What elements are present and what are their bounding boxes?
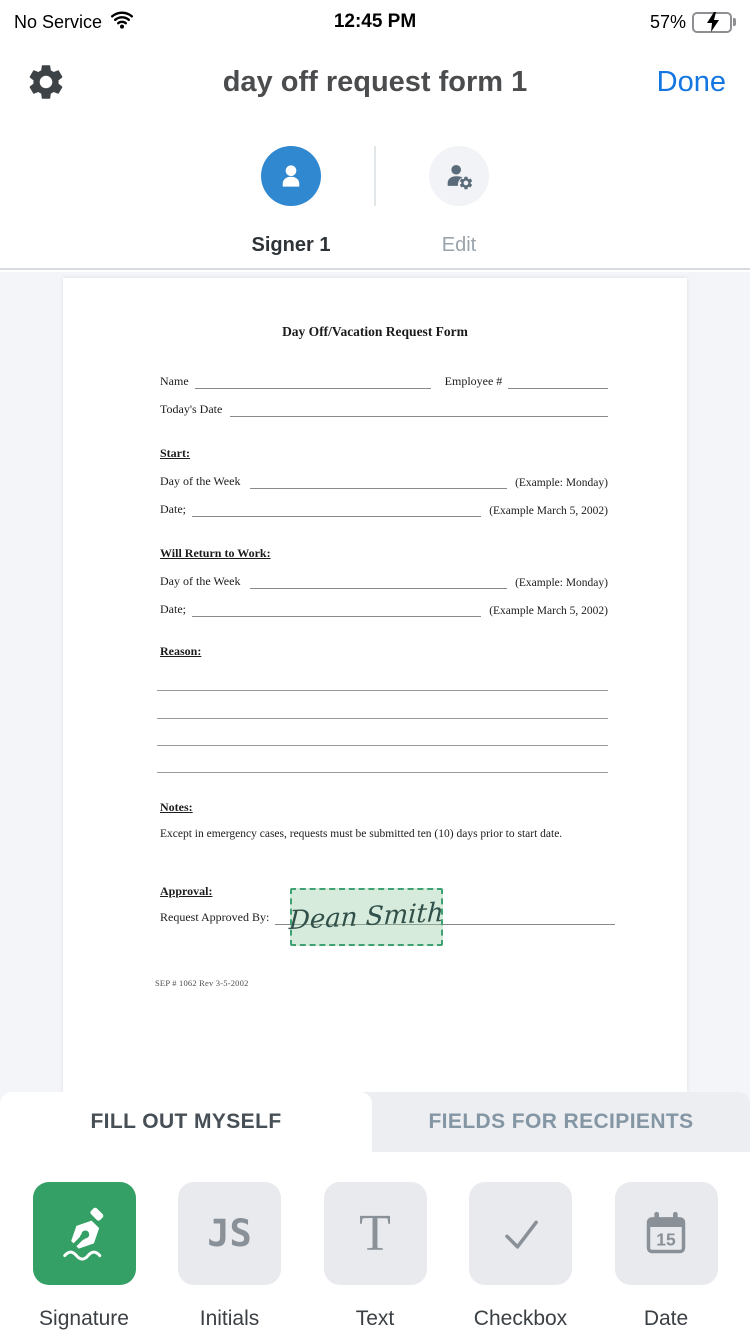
text-tool[interactable] bbox=[323, 1182, 427, 1334]
edit-label: Edit bbox=[441, 234, 477, 256]
battery-percent: 57% bbox=[649, 11, 686, 32]
document-title: Day Off/Vacation Request Form bbox=[282, 324, 468, 339]
notes-heading: Notes: bbox=[160, 800, 193, 814]
signature-tool-button[interactable] bbox=[33, 1182, 136, 1285]
signature-tool[interactable] bbox=[32, 1182, 136, 1334]
initials-tool[interactable] bbox=[178, 1182, 282, 1334]
signature-pen-icon bbox=[56, 1206, 112, 1262]
return-day-label: Day of the Week bbox=[160, 574, 241, 588]
start-date-line bbox=[192, 504, 481, 517]
person-gear-icon bbox=[442, 159, 476, 193]
text-t-glyph: T bbox=[359, 1205, 391, 1262]
notes-text: Except in emergency cases, requests must be submitted ten (10) days prior to start date. bbox=[160, 828, 563, 840]
date-tool[interactable] bbox=[614, 1182, 718, 1334]
text-tool-label: Text bbox=[355, 1307, 395, 1330]
text-tool-button[interactable] bbox=[324, 1182, 427, 1285]
return-date-line bbox=[192, 604, 481, 617]
start-day-line bbox=[250, 476, 507, 489]
signer-avatar[interactable] bbox=[261, 146, 321, 206]
signer-1-selector[interactable] bbox=[208, 120, 374, 268]
signature-tool-label: Signature bbox=[39, 1307, 129, 1330]
edit-signers-button[interactable] bbox=[376, 120, 542, 268]
tab-fields-for-recipients-label: FIELDS FOR RECIPIENTS bbox=[428, 1110, 694, 1133]
document-page[interactable] bbox=[63, 278, 687, 1092]
initials-js-glyph: JS bbox=[207, 1212, 252, 1255]
reason-line bbox=[157, 772, 608, 773]
calendar-day-number: 15 bbox=[656, 1229, 676, 1250]
initials-tool-label: Initials bbox=[199, 1307, 260, 1330]
return-date-label: Date; bbox=[160, 602, 186, 616]
calendar-icon bbox=[638, 1206, 694, 1262]
name-field-line bbox=[195, 376, 431, 389]
carrier-label: No Service bbox=[14, 11, 103, 32]
edit-avatar[interactable] bbox=[429, 146, 489, 206]
reason-line bbox=[157, 745, 608, 746]
settings-gear-icon[interactable] bbox=[24, 60, 68, 104]
document-viewport[interactable] bbox=[0, 272, 750, 1092]
start-date-example: (Example March 5, 2002) bbox=[489, 505, 608, 517]
nav-bar bbox=[0, 44, 750, 120]
checkbox-tool-button[interactable] bbox=[469, 1182, 572, 1285]
start-day-example: (Example: Monday) bbox=[515, 477, 608, 489]
approval-heading: Approval: bbox=[160, 884, 213, 898]
start-heading: Start: bbox=[160, 446, 190, 460]
tab-bar bbox=[0, 1092, 750, 1152]
field-tools-toolbar bbox=[0, 1152, 750, 1334]
date-tool-button[interactable] bbox=[615, 1182, 718, 1285]
initials-tool-button[interactable] bbox=[178, 1182, 281, 1285]
signature-field[interactable] bbox=[290, 888, 443, 946]
checkbox-tool-label: Checkbox bbox=[473, 1307, 568, 1330]
bottom-panel bbox=[0, 1092, 750, 1334]
todays-date-line bbox=[230, 404, 608, 417]
signer-bar bbox=[0, 120, 750, 270]
checkbox-tool[interactable] bbox=[469, 1182, 573, 1334]
page-title: day off request form 1 bbox=[222, 65, 528, 98]
person-icon bbox=[275, 160, 307, 192]
name-label: Name bbox=[160, 374, 189, 388]
date-tool-label: Date bbox=[643, 1307, 689, 1330]
return-day-example: (Example: Monday) bbox=[515, 577, 608, 589]
tab-fill-out-myself[interactable] bbox=[0, 1092, 372, 1152]
start-date-label: Date; bbox=[160, 502, 186, 516]
signer-1-label: Signer 1 bbox=[251, 234, 331, 256]
status-bar bbox=[0, 0, 750, 44]
tab-fill-out-myself-label: FILL OUT MYSELF bbox=[90, 1110, 282, 1133]
clock: 12:45 PM bbox=[333, 11, 417, 32]
form-number: SEP # 1062 Rev 3-5-2002 bbox=[155, 978, 249, 988]
employee-number-line bbox=[508, 376, 608, 389]
wifi-icon bbox=[110, 8, 134, 37]
return-day-line bbox=[250, 576, 507, 589]
reason-line bbox=[157, 718, 608, 719]
approved-by-label: Request Approved By: bbox=[160, 910, 270, 924]
todays-date-label: Today's Date bbox=[160, 402, 223, 416]
done-button[interactable]: Done bbox=[656, 65, 726, 98]
battery-charging-icon bbox=[692, 12, 736, 33]
start-day-label: Day of the Week bbox=[160, 474, 241, 488]
reason-line bbox=[157, 690, 608, 691]
signature-text: Dean Smith bbox=[288, 897, 445, 937]
employee-number-label: Employee # bbox=[444, 374, 503, 388]
return-heading: Will Return to Work: bbox=[160, 546, 271, 560]
return-date-example: (Example March 5, 2002) bbox=[489, 605, 608, 617]
reason-heading: Reason: bbox=[160, 644, 202, 658]
checkmark-icon bbox=[493, 1206, 549, 1262]
